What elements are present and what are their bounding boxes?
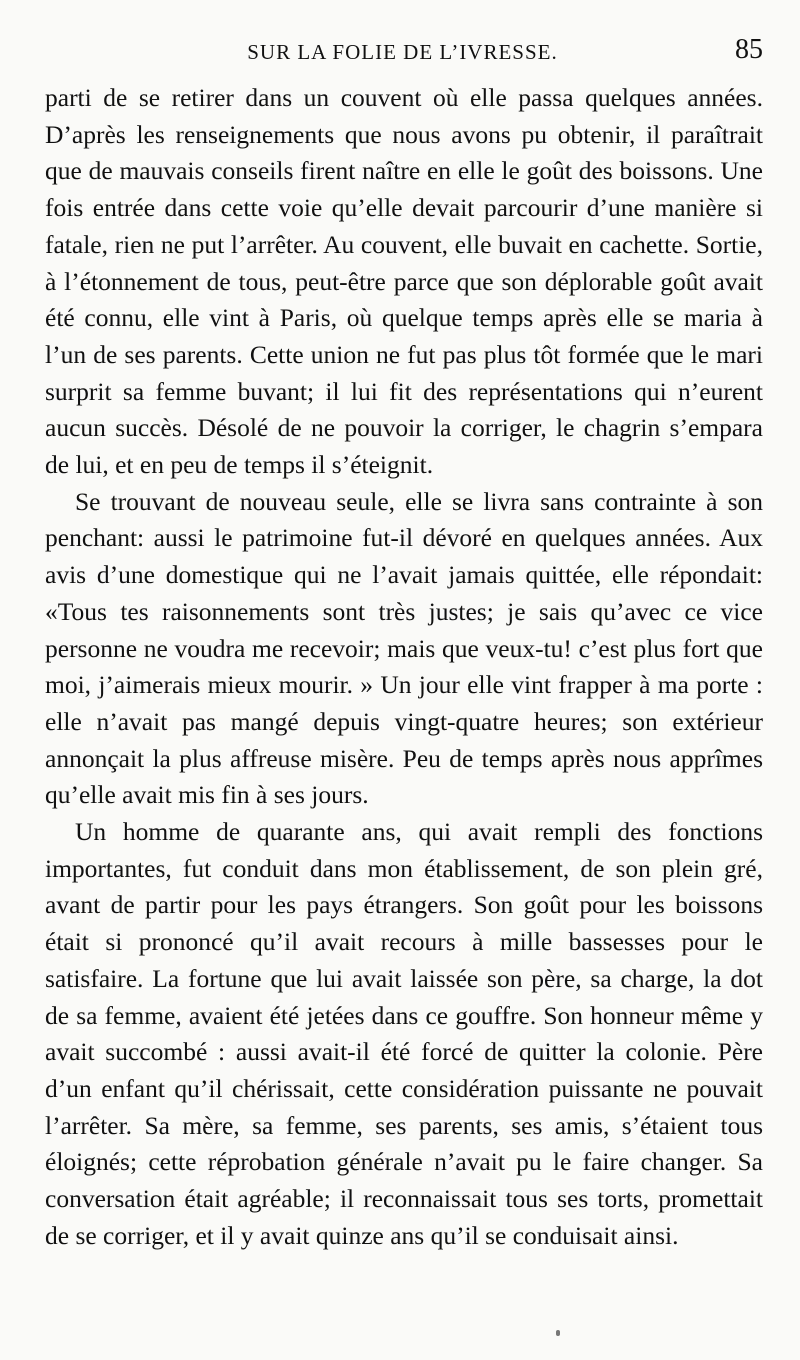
running-title: SUR LA FOLIE DE L’IVRESSE. bbox=[247, 40, 558, 64]
body-text bbox=[45, 80, 763, 1255]
paragraph: Se trouvant de nouveau seule, elle se livra sans contrainte à son penchant: aussi le patrimoine fut-il dévoré en quelques années. Aux avis d’une domestique qui ne l’avait jamais quittée, elle répondait: «Tous tes raisonnements sont très justes; je sais qu’avec ce vice personne ne voudra me recevoir; mais que veux-tu! c’est plus fort que moi, j’aimerais mieux mourir. » Un jour elle vint frapper à ma porte : elle n’avait pas mangé depuis vingt-quatre heures; son extérieur annonçait la plus affreuse misère. Peu de temps après nous apprîmes qu’elle avait mis fin à ses jours. bbox=[45, 486, 763, 810]
page-header bbox=[40, 34, 765, 74]
paragraph: Un homme de quarante ans, qui avait rempli des fonctions importantes, fut conduit dans mon établissement, de son plein gré, avant de partir pour les pays étrangers. Son goût pour les boissons était si prononcé qu’il avait recours à mille bassesses pour le satisfaire. La fortune que lui avait laissée son père, sa charge, la dot de sa femme, avaient été jetées dans ce gouffre. Son honneur même y avait succombé : aussi avait-il été forcé de quitter la colonie. Père d’un enfant qu’il chérissait, cette considération puissante ne pouvait l’arrêter. Sa mère, sa femme, ses parents, ses amis, s’étaient tous éloignés; cette réprobation générale n’avait pu le faire changer. Sa conversation était agréable; il reconnaissait tous ses torts, promettait de se corriger, et il y avait quinze ans qu’il se conduisait ainsi. bbox=[45, 817, 763, 1250]
page-number: 85 bbox=[735, 34, 763, 65]
paragraph: parti de se retirer dans un couvent où elle passa quelques années. D’après les renseignements que nous avons pu obtenir, il paraîtrait que de mauvais conseils firent naître en elle le goût des boissons. Une fois entrée dans cette voie qu’elle devait parcourir d’une manière si fatale, rien ne put l’arrêter. Au couvent, elle buvait en cachette. Sortie, à l’étonnement de tous, peut-être parce que son déplorable goût avait été connu, elle vint à Paris, où quelque temps après elle se maria à l’un de ses parents. Cette union ne fut pas plus tôt formée que le mari surprit sa femme buvant; il lui fit des représentations qui n’eurent aucun succès. Désolé de ne pouvoir la corriger, le chagrin s’empara de lui, et en peu de temps il s’éteignit. bbox=[45, 83, 763, 480]
printer-mark bbox=[556, 1330, 560, 1336]
